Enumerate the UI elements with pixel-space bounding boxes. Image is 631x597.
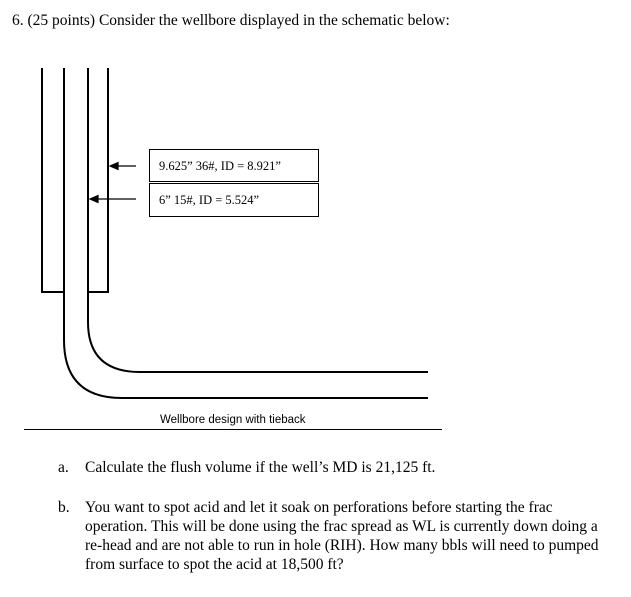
question-header: 6. (25 points) Consider the wellbore displayed in the schematic below: (12, 12, 450, 29)
outer-casing-left-wall (42, 68, 64, 292)
diagram-caption: Wellbore design with tieback (160, 414, 306, 426)
part-a-letter: a. (58, 459, 69, 476)
tieback-label: 6” 15#, ID = 5.524” (149, 183, 319, 217)
part-b-letter: b. (58, 499, 70, 516)
casing-arrow-head (110, 163, 118, 170)
outer-casing-right-wall (88, 68, 108, 292)
divider (24, 429, 442, 430)
part-a-text: Calculate the flush volume if the well’s MD is 21,125 ft. (85, 459, 436, 476)
tieback-outer-curve (64, 292, 428, 398)
tieback-arrow-head (90, 196, 98, 203)
casing-label: 9.625” 36#, ID = 8.921” (149, 149, 319, 182)
tieback-inner-curve (88, 292, 428, 372)
part-b-text: You want to spot acid and let it soak on perforations before starting the frac operation. This will be done using the frac spread as WL is currently down doing a re-head and are not able to run in hole (RIH). How many bbls will need to pumped from surface to spot the acid at 18,500 ft? (85, 499, 599, 573)
